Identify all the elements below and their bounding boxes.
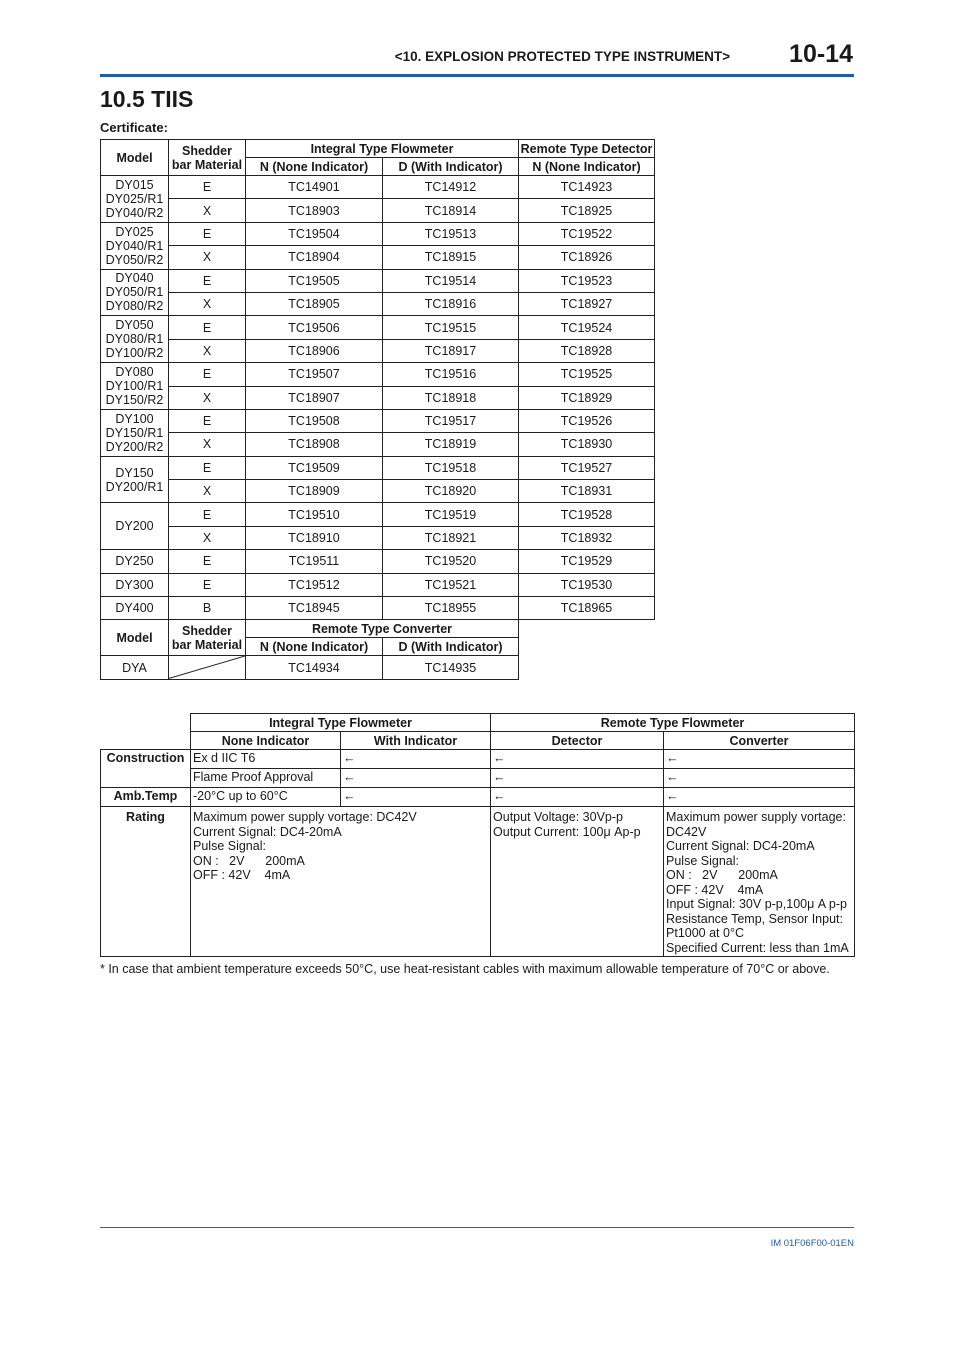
detector-n-cell: TC14923 [519,176,655,199]
material-cell: X [169,246,246,269]
amb-temp-label: Amb.Temp [101,788,191,807]
rating-line: Maximum power supply vortage: DC42V [193,810,417,824]
cert-row [101,433,655,456]
integral-d-cell: TC19518 [383,456,519,479]
material-cell: B [169,597,246,620]
rating-line: ON : 2V 200mA [193,853,305,868]
rating-line: Specified Current: less than 1mA [666,940,849,955]
model-cell: DY025 DY040/R1 DY050/R2 [101,222,169,269]
detector-n-cell: TC18929 [519,386,655,409]
integral-n-cell: TC18908 [246,433,383,456]
material-cell: E [169,316,246,339]
integral-d-cell: TC19515 [383,316,519,339]
construction-cell: Flame Proof Approval [191,769,341,788]
spec-header-remote: Remote Type Flowmeter [491,714,855,732]
diagonal-cell [169,656,246,679]
integral-d-cell: TC19513 [383,222,519,245]
model-cell: DY050 DY080/R1 DY100/R2 [101,316,169,363]
header-remote-detector: Remote Type Detector [519,140,655,158]
material-cell: E [169,456,246,479]
header-remote-converter: Remote Type Converter [246,620,519,638]
cert-row [101,199,655,222]
material-cell: E [169,269,246,292]
converter-d-cell: TC14935 [383,656,519,679]
material-cell: E [169,363,246,386]
integral-n-cell: TC18910 [246,526,383,549]
construction-cell: ← [664,750,855,769]
amb-temp-cell: ← [491,788,664,807]
cert-row [101,550,655,573]
rating-line: Input Signal: 30V p-p,100μ A p-p [666,897,847,911]
rating-line: Current Signal: DC4-20mA [193,824,342,839]
footer-rule [100,1227,854,1228]
integral-d-cell: TC19519 [383,503,519,526]
rating-line: DC42V [666,824,707,839]
detector-n-cell: TC18930 [519,433,655,456]
cert-row [101,316,655,339]
section-title: 10.5 TIIS [100,86,194,112]
rating-line: Output Voltage: 30Vp-p [493,810,623,824]
rating-integral-cell [191,807,491,957]
model-cell: DY400 [101,597,169,620]
construction-cell: ← [664,769,855,788]
integral-n-cell: TC18945 [246,597,383,620]
rating-line: Current Signal: DC4-20mA [666,839,815,853]
converter-model-cell: DYA [101,656,169,679]
cert-row [101,456,655,479]
converter-n-cell: TC14934 [246,656,383,679]
diagonal-line [169,656,245,678]
detector-n-cell: TC19526 [519,409,655,432]
certificate-label: Certificate: [100,120,168,135]
header-integral-flowmeter: Integral Type Flowmeter [246,140,519,158]
integral-n-cell: TC18906 [246,339,383,362]
integral-n-cell: TC19506 [246,316,383,339]
header-shedder: Shedder bar Material [169,140,246,176]
integral-d-cell: TC19514 [383,269,519,292]
material-cell: X [169,433,246,456]
cert-row [101,597,655,620]
integral-d-cell: TC18921 [383,526,519,549]
detector-n-cell: TC19527 [519,456,655,479]
document-id: IM 01F06F00-01EN [770,1238,854,1249]
integral-n-cell: TC14901 [246,176,383,199]
model-cell: DY040 DY050/R1 DY080/R2 [101,269,169,316]
amb-temp-cell: -20°C up to 60°C [191,788,341,807]
spec-header-none-indicator: None Indicator [191,732,341,750]
detector-n-cell: TC18931 [519,480,655,503]
integral-n-cell: TC19509 [246,456,383,479]
cert-row [101,339,655,362]
header-rule [100,74,854,77]
construction-cell: ← [341,769,491,788]
material-cell: X [169,386,246,409]
integral-n-cell: TC19512 [246,573,383,596]
header-d-with-indicator: D (With Indicator) [383,158,519,176]
integral-d-cell: TC18919 [383,433,519,456]
model-cell: DY250 [101,550,169,573]
cert-row [101,526,655,549]
cert-row [101,292,655,315]
certificate-table-body [101,176,655,620]
rating-line: Pulse Signal: [666,853,739,868]
amb-temp-cell: ← [664,788,855,807]
material-cell: E [169,222,246,245]
detector-n-cell: TC19528 [519,503,655,526]
rating-label: Rating [101,807,191,957]
header-n-none-indicator: N (None Indicator) [246,158,383,176]
model-cell: DY080 DY100/R1 DY150/R2 [101,363,169,410]
cert-row [101,363,655,386]
detector-n-cell: TC18925 [519,199,655,222]
rating-line: OFF : 42V 4mA [666,882,764,897]
construction-cell: Ex d IIC T6 [191,750,341,769]
integral-n-cell: TC19507 [246,363,383,386]
detector-n-cell: TC18927 [519,292,655,315]
cert-row [101,573,655,596]
construction-cell: ← [491,750,664,769]
cert-row [101,409,655,432]
integral-n-cell: TC19510 [246,503,383,526]
integral-n-cell: TC18909 [246,480,383,503]
integral-n-cell: TC19508 [246,409,383,432]
detector-n-cell: TC18926 [519,246,655,269]
integral-n-cell: TC18907 [246,386,383,409]
detector-n-cell: TC19523 [519,269,655,292]
detector-n-cell: TC19522 [519,222,655,245]
rating-line: Resistance Temp, Sensor Input: [666,911,843,926]
rating-line: Maximum power supply vortage: [666,810,846,824]
material-cell: X [169,480,246,503]
converter-header-model: Model [101,620,169,656]
specification-table [100,713,855,957]
construction-label: Construction [101,750,191,788]
rating-line: ON : 2V 200mA [666,868,778,882]
integral-d-cell: TC18914 [383,199,519,222]
rating-line: Pt1000 at 0°C [666,926,744,940]
rating-line: Output Current: 100μ Ap-p [493,824,641,839]
integral-n-cell: TC19511 [246,550,383,573]
integral-n-cell: TC18903 [246,199,383,222]
cert-row [101,386,655,409]
integral-d-cell: TC19516 [383,363,519,386]
rating-converter-cell [664,807,855,957]
integral-d-cell: TC19517 [383,409,519,432]
material-cell: E [169,573,246,596]
blank-cell [519,620,655,679]
cert-row [101,269,655,292]
footnote: * In case that ambient temperature exceeds 50°C, use heat-resistant cables with maximum allowable temperature of 70°C or above. [100,962,830,976]
page-number: 10-14 [789,40,853,68]
material-cell: E [169,503,246,526]
integral-d-cell: TC14912 [383,176,519,199]
detector-n-cell: TC19529 [519,550,655,573]
cert-row [101,222,655,245]
material-cell: X [169,292,246,315]
chapter-title: <10. EXPLOSION PROTECTED TYPE INSTRUMENT> [394,49,730,64]
construction-cell: ← [491,769,664,788]
integral-d-cell: TC19521 [383,573,519,596]
converter-header-n-none: N (None Indicator) [246,638,383,656]
model-cell: DY200 [101,503,169,550]
spec-header-with-indicator: With Indicator [341,732,491,750]
material-cell: X [169,339,246,362]
rating-line: Pulse Signal: [193,839,266,853]
model-cell: DY015 DY025/R1 DY040/R2 [101,176,169,223]
material-cell: E [169,409,246,432]
material-cell: E [169,550,246,573]
integral-n-cell: TC19505 [246,269,383,292]
amb-temp-cell: ← [341,788,491,807]
converter-header-shedder: Shedder bar Material [169,620,246,656]
detector-n-cell: TC18932 [519,526,655,549]
detector-n-cell: TC18928 [519,339,655,362]
model-cell: DY300 [101,573,169,596]
material-cell: X [169,199,246,222]
detector-n-cell: TC19525 [519,363,655,386]
cert-row [101,480,655,503]
header-n-none-indicator-detector: N (None Indicator) [519,158,655,176]
integral-d-cell: TC18918 [383,386,519,409]
rating-line: OFF : 42V 4mA [193,868,291,882]
cert-row [101,176,655,199]
model-cell: DY100 DY150/R1 DY200/R2 [101,409,169,456]
converter-header-d-with: D (With Indicator) [383,638,519,656]
material-cell: E [169,176,246,199]
rating-detector-cell [491,807,664,957]
integral-d-cell: TC18915 [383,246,519,269]
detector-n-cell: TC18965 [519,597,655,620]
integral-n-cell: TC19504 [246,222,383,245]
integral-n-cell: TC18905 [246,292,383,315]
header-model: Model [101,140,169,176]
certificate-table [100,139,655,680]
integral-d-cell: TC18917 [383,339,519,362]
integral-d-cell: TC19520 [383,550,519,573]
spec-header-integral: Integral Type Flowmeter [191,714,491,732]
cert-row [101,246,655,269]
construction-cell: ← [341,750,491,769]
detector-n-cell: TC19530 [519,573,655,596]
integral-d-cell: TC18916 [383,292,519,315]
integral-d-cell: TC18955 [383,597,519,620]
cert-row [101,503,655,526]
material-cell: X [169,526,246,549]
integral-n-cell: TC18904 [246,246,383,269]
blank-corner [101,714,191,750]
detector-n-cell: TC19524 [519,316,655,339]
spec-header-converter: Converter [664,732,855,750]
model-cell: DY150 DY200/R1 [101,456,169,503]
integral-d-cell: TC18920 [383,480,519,503]
spec-header-detector: Detector [491,732,664,750]
